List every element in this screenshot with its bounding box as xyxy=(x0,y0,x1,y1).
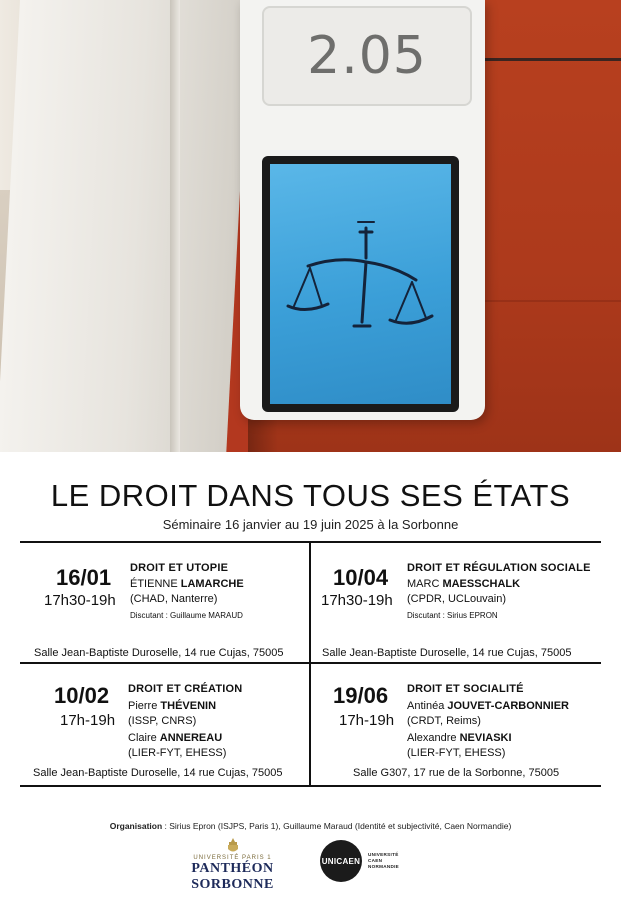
session-card xyxy=(20,541,309,662)
session-card xyxy=(311,664,601,785)
sessions-grid xyxy=(20,541,601,787)
speaker-affiliation: (CRDT, Reims) xyxy=(407,715,481,727)
session-date: 16/01 xyxy=(56,565,112,590)
session-theme: DROIT ET UTOPIE xyxy=(130,562,229,574)
speaker-name: MARC MAESSCHALK xyxy=(407,578,521,590)
speaker-name: Antinéa JOUVET-CARBONNIER xyxy=(407,700,569,712)
unicaen-mark: UNICAEN xyxy=(320,840,362,882)
speaker-affiliation: (LIER-FYT, EHESS) xyxy=(407,747,506,759)
session-time: 17h30-19h xyxy=(44,592,116,609)
speaker-name: Alexandre NEVIASKI xyxy=(407,732,512,744)
session-venue: Salle Jean-Baptiste Duroselle, 14 rue Cujas, 75005 xyxy=(322,647,572,659)
pillar-edge xyxy=(170,0,180,452)
poster-title: LE DROIT DANS TOUS SES ÉTATS xyxy=(50,478,571,513)
paris1-logo-name: PANTHÉON SORBONNE xyxy=(191,861,274,892)
session-date: 19/06 xyxy=(333,683,389,708)
speaker-affiliation: (CHAD, Nanterre) xyxy=(130,593,218,605)
session-venue: Salle Jean-Baptiste Duroselle, 14 rue Cujas, 75005 xyxy=(33,767,283,779)
session-time: 17h-19h xyxy=(339,712,395,729)
scales-of-justice-icon xyxy=(278,210,443,350)
unicaen-text: UNIVERSITÉ CAEN NORMANDIE xyxy=(368,852,400,869)
session-theme: DROIT ET RÉGULATION SOCIALE xyxy=(407,562,591,574)
session-card xyxy=(20,664,309,785)
paris1-logo-top: UNIVERSITÉ PARIS 1 xyxy=(193,855,272,861)
speaker-name: Claire ANNEREAU xyxy=(128,732,223,744)
door-groove xyxy=(470,58,621,61)
organisation-line: Organisation : Sirius Epron (ISJPS, Paris 1), Guillaume Maraud (Identité et subjectivité, Caen Normandie) xyxy=(109,821,512,831)
session-date: 10/02 xyxy=(54,683,110,708)
speaker-affiliation: (CPDR, UCLouvain) xyxy=(407,593,507,605)
unicaen-logo xyxy=(320,840,410,884)
discussant: Discutant : Guillaume MARAUD xyxy=(130,611,243,620)
speaker-name: ÉTIENNE LAMARCHE xyxy=(130,578,244,590)
speaker-name: Pierre THÉVENIN xyxy=(128,700,217,712)
crest-icon xyxy=(226,838,240,854)
session-time: 17h30-19h xyxy=(321,592,393,609)
session-date: 10/04 xyxy=(333,565,389,590)
session-time: 17h-19h xyxy=(60,712,116,729)
speaker-affiliation: (LIER-FYT, EHESS) xyxy=(128,747,227,759)
white-pillar xyxy=(0,0,250,452)
room-number: 2.05 xyxy=(307,26,427,86)
paris1-logo xyxy=(160,838,305,892)
session-venue: Salle G307, 17 rue de la Sorbonne, 75005 xyxy=(353,767,560,779)
speaker-affiliation: (ISSP, CNRS) xyxy=(128,715,197,727)
poster-subtitle: Séminaire 16 janvier au 19 juin 2025 à la Sorbonne xyxy=(162,517,459,532)
session-card xyxy=(311,541,601,662)
session-theme: DROIT ET CRÉATION xyxy=(128,683,243,695)
discussant: Discutant : Sirius EPRON xyxy=(407,611,498,620)
room-number-box xyxy=(262,6,472,106)
session-theme: DROIT ET SOCIALITÉ xyxy=(407,683,524,695)
session-venue: Salle Jean-Baptiste Duroselle, 14 rue Cujas, 75005 xyxy=(34,647,284,659)
